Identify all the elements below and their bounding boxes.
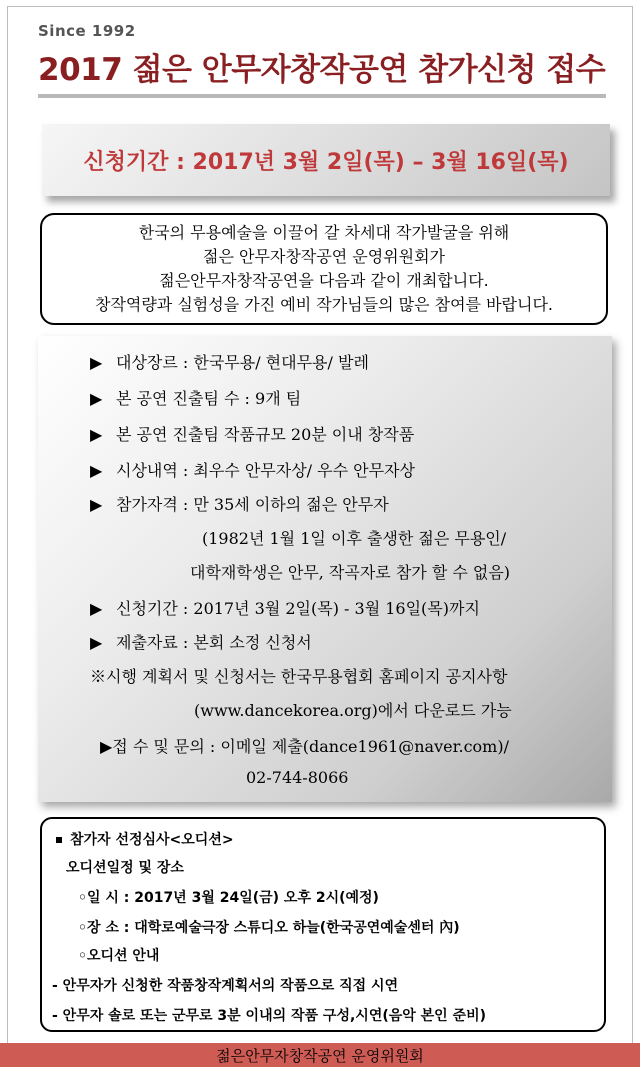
audition-heading: [56, 829, 234, 849]
detail-genre-text: 대상장르 : 한국무용/ 현대무용/ 발레: [116, 353, 369, 372]
download-url-note: (www.dancekorea.org)에서 다운로드 가능: [194, 701, 512, 720]
application-period-banner: [42, 124, 610, 196]
audition-guide: ◦오디션 안내: [78, 948, 160, 964]
arrow-icon: ▶: [90, 599, 103, 618]
audition-rule: - 안무자가 신청한 작품창작계획서의 작품으로 직접 시연: [52, 978, 399, 994]
intro-line: 창작역량과 실험성을 가진 예비 작가님들의 많은 참여를 바랍니다.: [94, 295, 553, 314]
intro-line: 젊은 안무자창작공연 운영위원회가: [202, 247, 445, 266]
title-divider: [38, 94, 606, 98]
since-label: Since 1992: [38, 22, 136, 40]
intro-line: 젊은안무자창작공연을 다음과 같이 개최합니다.: [159, 271, 489, 290]
detail-awards: [90, 458, 415, 481]
organizer-name: 젊은안무자창작공연 운영위원회: [216, 1046, 424, 1065]
arrow-icon: ▶: [90, 495, 103, 514]
audition-rule: - 안무자 솔로 또는 군무로 3분 이내의 작품 구성,시연(음악 본인 준비): [52, 1008, 487, 1024]
detail-period: [90, 596, 480, 619]
arrow-icon: ▶: [90, 633, 103, 652]
arrow-icon: ▶: [90, 389, 103, 408]
arrow-icon: ▶: [90, 353, 103, 372]
audition-venue: ◦장 소 : 대학로예술극장 스튜디오 하늘(한국공연예술센터 內): [78, 920, 460, 936]
download-note: ※시행 계획서 및 신청서는 한국무용협회 홈페이지 공지사항: [90, 667, 508, 686]
audition-schedule-heading: 오디션일정 및 장소: [66, 860, 184, 876]
arrow-icon: ▶: [90, 461, 103, 480]
square-bullet-icon: [56, 837, 62, 843]
detail-scale-text: 본 공연 진출팀 작품규모 20분 이내 창작품: [116, 425, 415, 444]
application-period-text: 신청기간 : 2017년 3월 2일(목) – 3월 16일(목): [83, 149, 569, 175]
audition-date: ◦일 시 : 2017년 3월 24일(금) 오후 2시(예정): [78, 890, 379, 906]
eligibility-note: (1982년 1월 1일 이후 출생한 젊은 무용인/: [202, 529, 507, 548]
intro-box: [40, 213, 608, 325]
poster-title: 2017 젊은 안무자창작공연 참가신청 접수: [38, 52, 606, 88]
detail-eligibility: [90, 492, 389, 515]
detail-documents-text: 제출자료 : 본회 소정 신청서: [116, 633, 312, 652]
eligibility-note: 대학재학생은 안무, 작곡자로 참가 할 수 없음): [190, 563, 511, 582]
detail-teams: [90, 386, 301, 409]
detail-eligibility-text: 참가자격 : 만 35세 이하의 젊은 안무자: [116, 495, 389, 514]
details-box: [38, 336, 612, 802]
detail-awards-text: 시상내역 : 최우수 안무자상/ 우수 안무자상: [116, 461, 415, 480]
footer-bar: [0, 1043, 640, 1067]
detail-scale: [90, 422, 414, 445]
contact-phone: 02-744-8066: [246, 768, 349, 787]
detail-documents: [90, 630, 312, 653]
audition-heading-text: 참가자 선정심사<오디션>: [70, 832, 234, 848]
intro-line: 한국의 무용예술을 이끌어 갈 차세대 작가발굴을 위해: [138, 223, 510, 242]
detail-genre: [90, 350, 369, 373]
audition-box: [40, 817, 606, 1032]
arrow-icon: ▶: [90, 425, 103, 444]
contact-line: ▶접 수 및 문의 : 이메일 제출(dance1961@naver.com)/: [100, 737, 509, 756]
detail-teams-text: 본 공연 진출팀 수 : 9개 팀: [116, 389, 302, 408]
detail-period-text: 신청기간 : 2017년 3월 2일(목) - 3월 16일(목)까지: [116, 599, 480, 618]
